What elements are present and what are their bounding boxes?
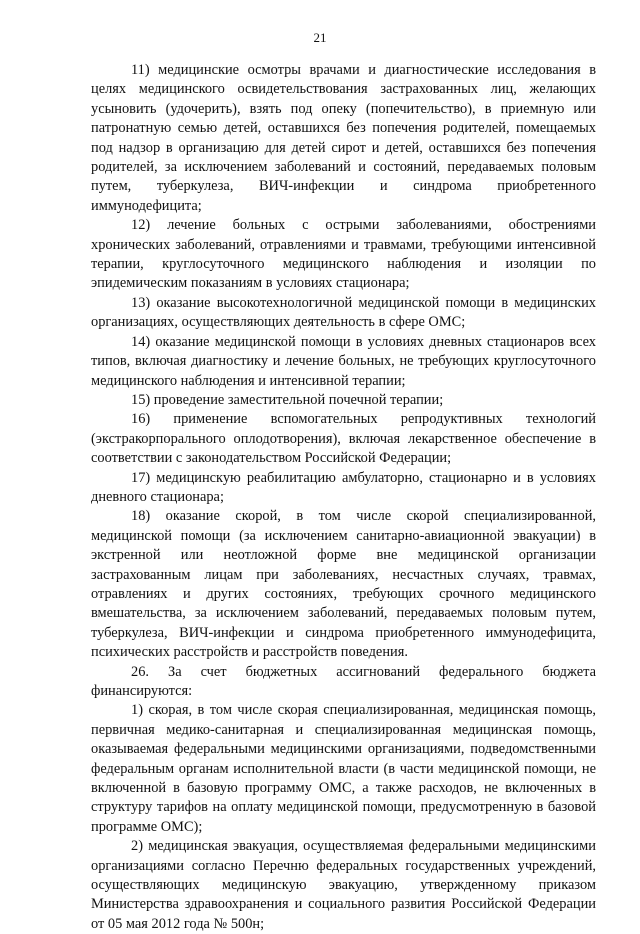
paragraph-item-15: 15) проведение заместительной почечной терапии;: [131, 391, 444, 408]
document-body: [91, 61, 596, 934]
paragraph-section-26-item-1: 1) скорая, в том числе скорая специализированная, медицинская помощь, первичная медико-санитарная и специализированная медицинская помощь, оказываемая федеральными медицинскими организациями, подведомственными федеральным органам исполнительной власти (в части медицинской помощи, не включенной в базовую программу ОМС, а также расходов, не включенных в структуру тарифов на оплату медицинской помощи, предусмотренную в базовой программе ОМС);: [91, 702, 596, 835]
paragraph-item-16: 16) применение вспомогательных репродуктивных технологий (экстракорпорального оплодотворения), включая лекарственное обеспечение в соответствии с законодательством Российской Федерации;: [91, 411, 596, 467]
paragraph-item-11: 11) медицинские осмотры врачами и диагностические исследования в целях медицинского освидетельствования застрахованных лиц, желающих усыновить (удочерить), взять под опеку (попечительство), в приемную или патронатную семью детей, оставшихся без попечения родителей, помещаемых под надзор в организацию для детей сирот и детей, оставшихся без попечения родителей, за исключением заболеваний и состояний, передаваемых половым путем, туберкулеза, ВИЧ-инфекции и синдрома приобретенного иммунодефицита;: [91, 62, 596, 214]
page-number: 21: [313, 30, 327, 45]
paragraph-item-14: 14) оказание медицинской помощи в условиях дневных стационаров всех типов, включая диагностику и лечение больных, не требующих круглосуточного медицинского наблюдения и интенсивной терапии;: [91, 333, 596, 389]
section-26-heading: 26. За счет бюджетных ассигнований федерального бюджета финансируются:: [91, 663, 596, 699]
paragraph-section-26-item-2: 2) медицинская эвакуация, осуществляемая федеральными медицинскими организациями согласно Перечню федеральных государственных учреждений, осуществляющих медицинскую эвакуацию, утвержденному приказом Министерства здравоохранения и социального развития Российской Федерации от 05 мая 2012 года № 500н;: [91, 838, 596, 932]
paragraph-item-17: 17) медицинскую реабилитацию амбулаторно, стационарно и в условиях дневного стационара;: [91, 469, 596, 505]
paragraph-item-12: 12) лечение больных с острыми заболеваниями, обострениями хронических заболеваний, отравлениями и травмами, требующими интенсивной терапии, круглосуточного медицинского наблюдения и изоляции по эпидемическим показаниям в условиях стационара;: [91, 217, 596, 292]
paragraph-item-18: 18) оказание скорой, в том числе скорой специализированной, медицинской помощи (за исключением санитарно-авиационной эвакуации) в экстренной или неотложной форме вне медицинской организации застрахованным лицам при заболеваниях, несчастных случаях, травмах, отравлениях и других состояниях, требующих срочного медицинского вмешательства, за исключением заболеваний, передаваемых половым путем, туберкулеза, ВИЧ-инфекции и синдрома приобретенного иммунодефицита, психических расстройств и расстройств поведения.: [91, 508, 596, 661]
paragraph-item-13: 13) оказание высокотехнологичной медицинской помощи в медицинских организациях, осуществляющих деятельность в сфере ОМС;: [91, 294, 596, 331]
